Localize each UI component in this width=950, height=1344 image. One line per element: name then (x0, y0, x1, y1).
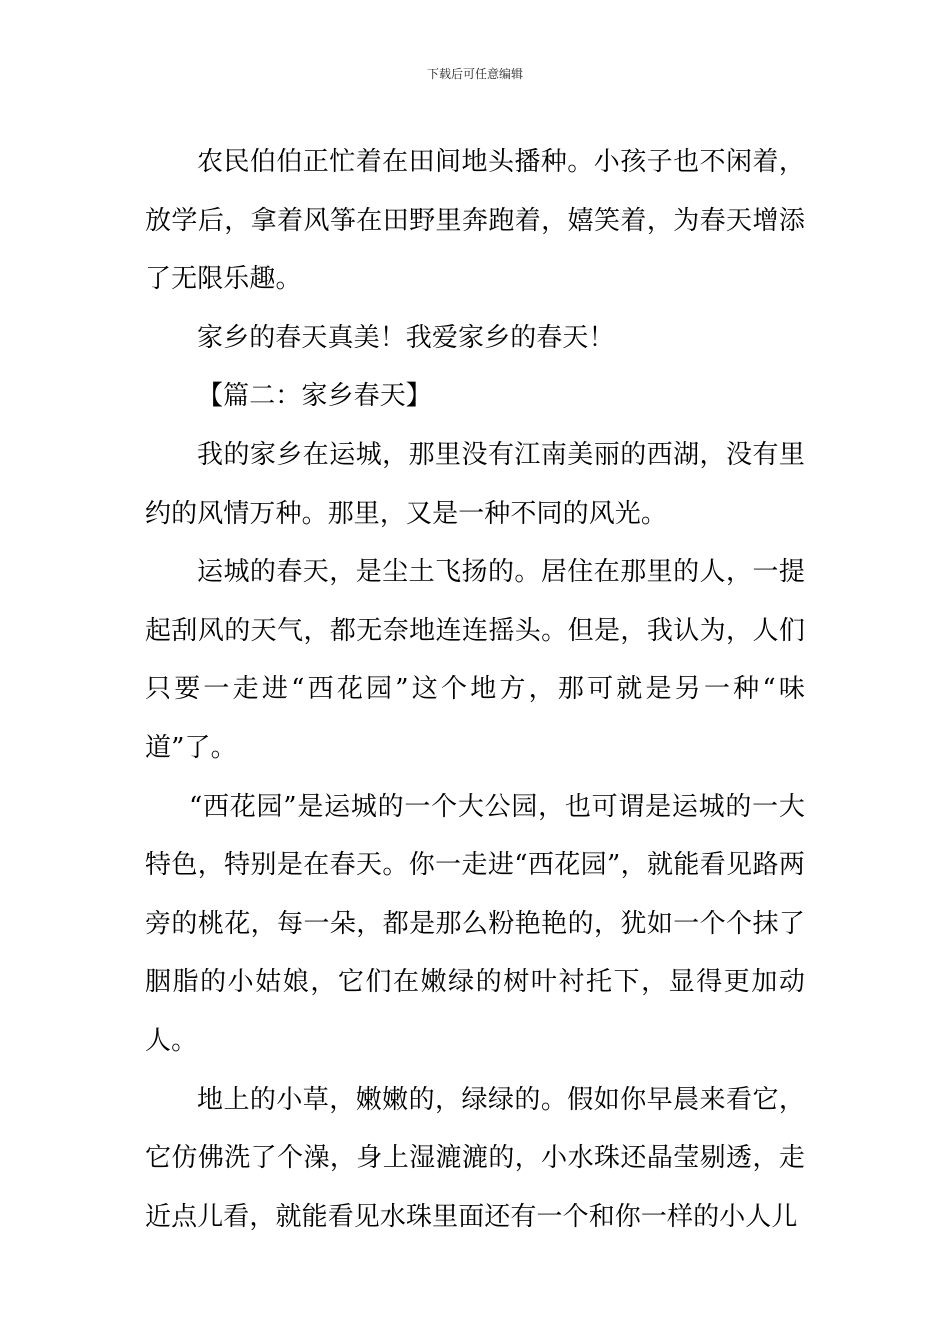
paragraph-grass: 地上的小草，嫩嫩的，绿绿的。假如你早晨来看它，它仿佛洗了个澡，身上湿漉漉的，小水珠还晶莹剔透，走近点儿看，就能看见水珠里面还有一个和你一样的小人儿 (145, 1084, 805, 1232)
paragraph-hometown: 我的家乡在运城，那里没有江南美丽的西湖，没有里约的风情万种。那里，又是一种不同的风光。 (145, 439, 805, 529)
page-header: 下载后可任意编辑 (426, 67, 523, 81)
paragraph-love-spring: 家乡的春天真美！我爱家乡的春天！ (197, 322, 615, 353)
document-body (145, 133, 805, 1246)
paragraph-farmers: 农民伯伯正忙着在田间地头播种。小孩子也不闲着，放学后，拿着风筝在田野里奔跑着，嬉笑着，为春天增添了无限乐趣。 (145, 147, 805, 295)
paragraph-dusty-spring: 运城的春天，是尘土飞扬的。居住在那里的人，一提起刮风的天气，都无奈地连连摇头。但是，我认为，人们只要一走进“西花园”这个地方，那可就是另一种“味道”了。 (145, 557, 805, 763)
section-heading: 【篇二：家乡春天】 (197, 381, 432, 412)
paragraph-xihuayuan: “西花园”是运城的一个大公园，也可谓是运城的一大特色，特别是在春天。你一走进“西花园”，就能看见路两旁的桃花，每一朵，都是那么粉艳艳的，犹如一个个抹了胭脂的小姑娘，它们在嫩绿的树叶衬托下，显得更加动人。 (145, 791, 805, 1056)
